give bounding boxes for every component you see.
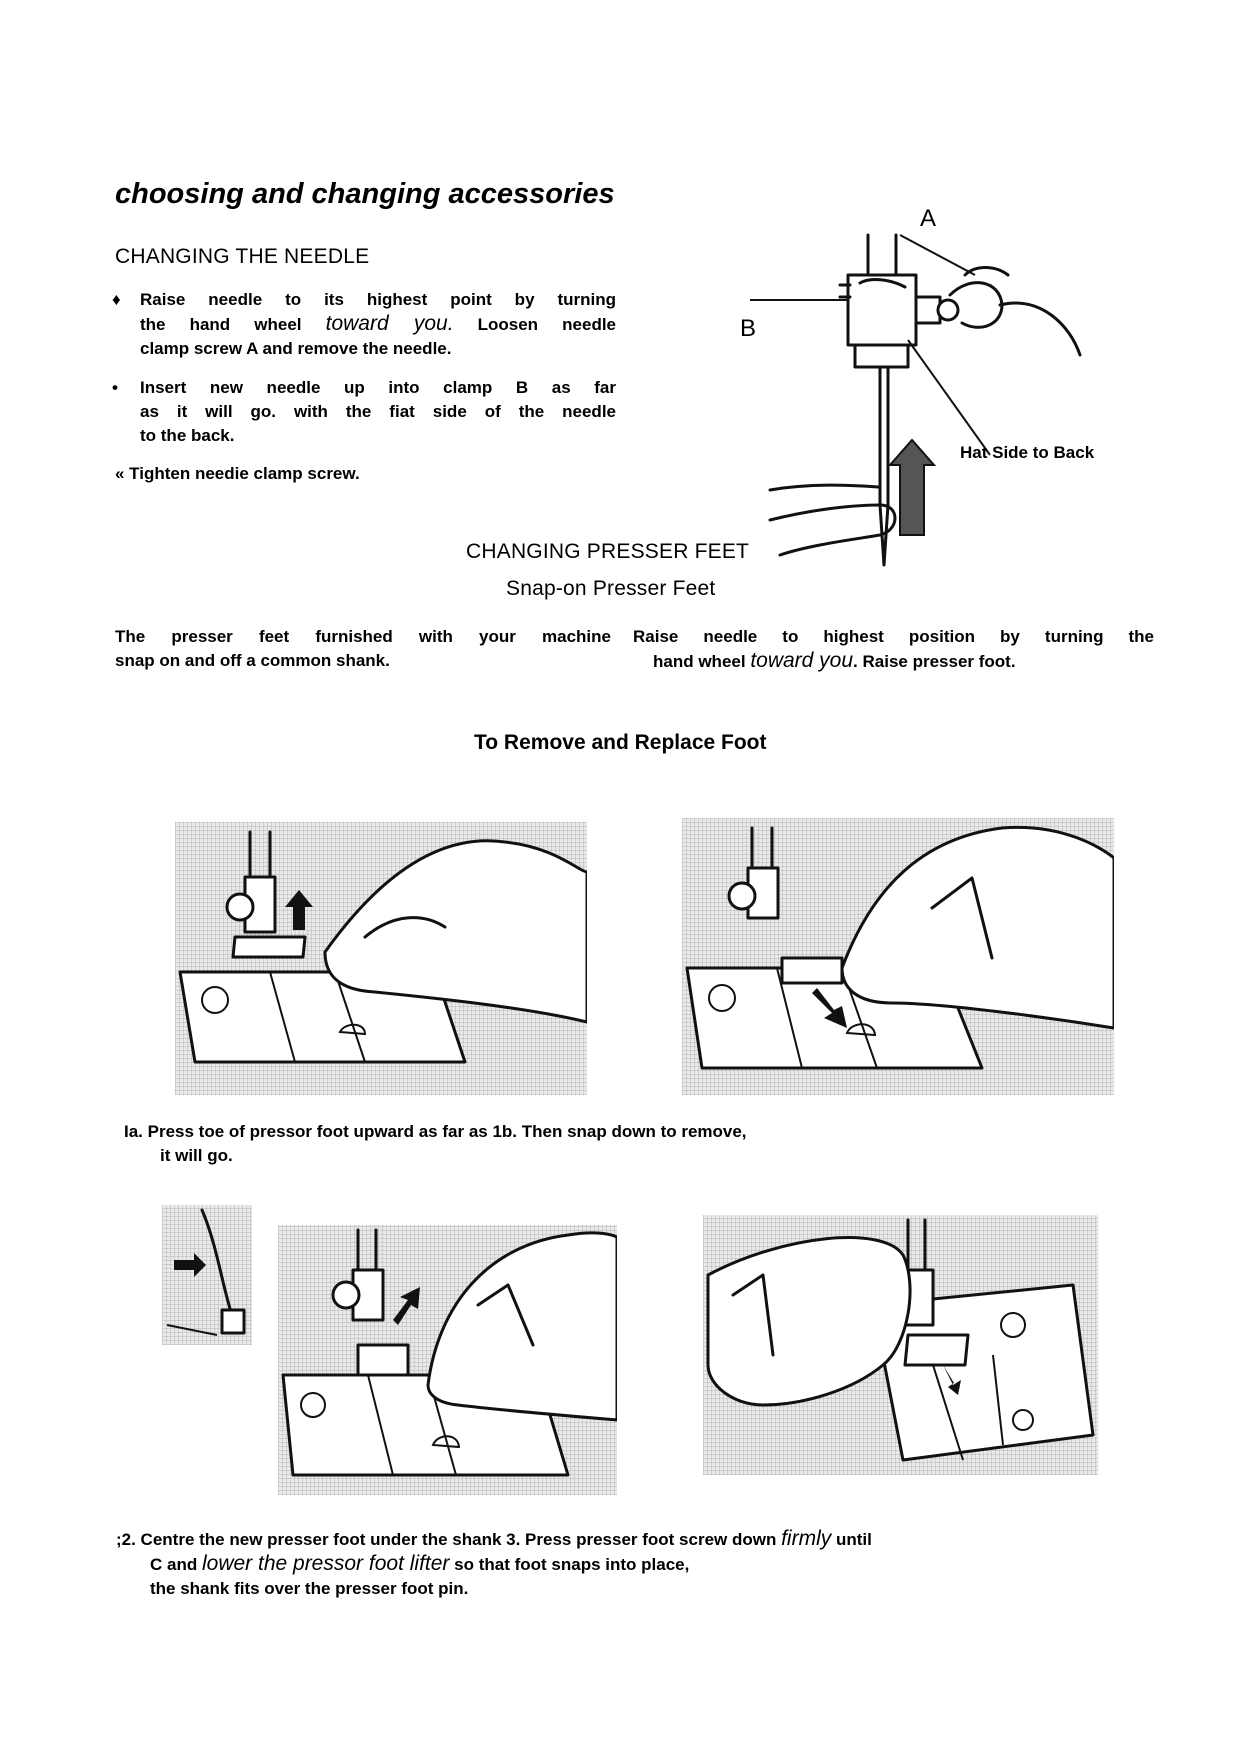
- bullet-icon: •: [112, 378, 118, 397]
- presser-foot-illustration-2: [278, 1225, 617, 1495]
- needle-step-2: • Insert new needle up into clamp B as far as it will go. with the fiat side of the needle to the back.: [112, 378, 616, 445]
- presser-subheading: Snap-on Presser Feet: [506, 577, 716, 600]
- caption-1: Ia. Press toe of pressor foot upward as far as 1b. Then snap down to remove, it will go.: [124, 1122, 747, 1165]
- remove-replace-heading: To Remove and Replace Foot: [474, 731, 767, 754]
- presser-heading: CHANGING PRESSER FEET: [466, 540, 750, 563]
- label-b: B: [740, 315, 757, 342]
- presser-foot-lever-illustration: [162, 1205, 252, 1345]
- bullet-icon: ♦: [112, 290, 121, 309]
- presser-foot-illustration-1a: [175, 822, 587, 1095]
- page-title: choosing and changing accessories: [115, 178, 615, 210]
- needle-heading: CHANGING THE NEEDLE: [115, 245, 370, 268]
- needle-clamp-illustration: [740, 205, 1160, 575]
- caption-2: ;2. Centre the new presser foot under the shank 3. Press presser foot screw down firmly until C and lower the pressor foot lifter so that foot snaps into place, the shank fits over the presser foot pin.: [116, 1527, 872, 1598]
- presser-foot-illustration-3: [703, 1215, 1098, 1475]
- presser-foot-illustration-1b: [682, 818, 1114, 1095]
- needle-diagram-caption: Hat Side to Back: [960, 443, 1095, 462]
- needle-step-3: « Tighten needie clamp screw.: [115, 464, 360, 483]
- needle-step-1: ♦ Raise needle to its highest point by turning the hand wheel toward you. Loosen needle clamp screw A and remove the needle.: [112, 290, 617, 358]
- presser-intro-left: The presser feet furnished with your machine snap on and off a common shank.: [115, 627, 611, 670]
- label-a: A: [920, 205, 937, 232]
- presser-intro-right: Raise needle to highest position by turning the hand wheel toward you. Raise presser foot.: [633, 627, 1154, 672]
